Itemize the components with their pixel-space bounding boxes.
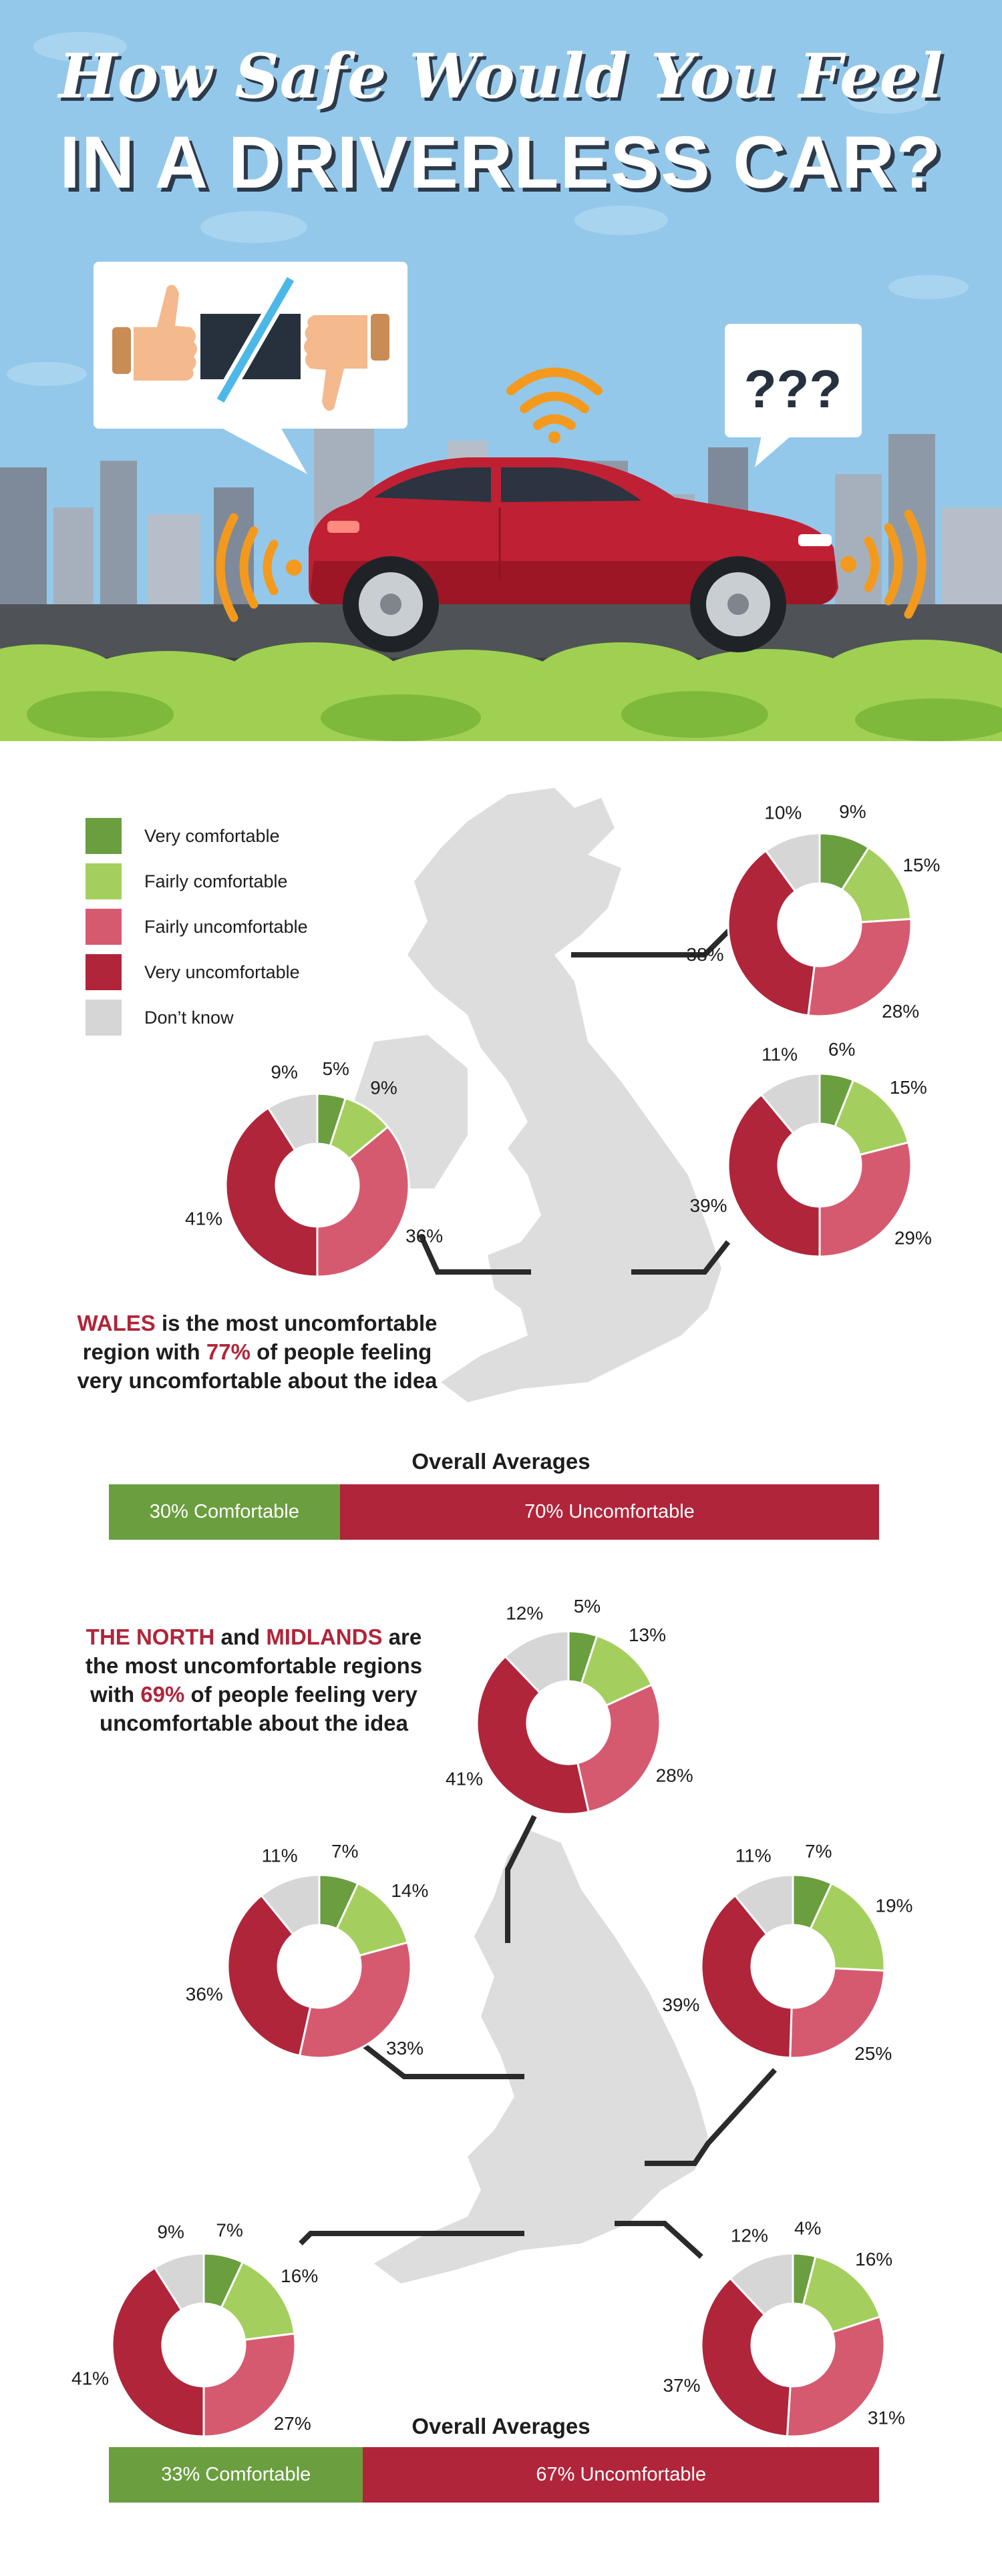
callout-text: of people feeling very uncomfortable about the idea bbox=[77, 1339, 438, 1393]
slice-label: 9% bbox=[157, 2221, 184, 2243]
slice-label: 25% bbox=[854, 2043, 892, 2064]
slice-label: 12% bbox=[506, 1602, 544, 1624]
legend-label: Fairly uncomfortable bbox=[144, 916, 308, 937]
slice-label: 11% bbox=[735, 1845, 772, 1866]
slice-label: 36% bbox=[185, 1983, 223, 2004]
overall-averages-title: Overall Averages bbox=[411, 1449, 591, 1474]
slice-label: 39% bbox=[689, 1195, 727, 1216]
legend-item-very-comfortable bbox=[86, 813, 308, 859]
chart-legend bbox=[86, 813, 308, 1040]
title-line-2: IN A DRIVERLESS CAR? bbox=[59, 122, 943, 204]
legend-item-fairly-uncomfortable bbox=[86, 904, 308, 949]
slice-label: 15% bbox=[889, 1076, 927, 1098]
slice-label: 6% bbox=[828, 1039, 856, 1060]
slice-label: 5% bbox=[322, 1058, 349, 1080]
overall-averages-title: Overall Averages bbox=[411, 2414, 591, 2438]
slice-label: 33% bbox=[386, 2038, 424, 2059]
slice-label: 16% bbox=[281, 2265, 319, 2286]
slice-label: 28% bbox=[882, 1001, 920, 1022]
callout-highlight: MIDLANDS bbox=[266, 1625, 383, 1649]
slice-label: 9% bbox=[839, 801, 866, 823]
slice-label: 36% bbox=[405, 1225, 444, 1247]
slice-label: 5% bbox=[573, 1596, 601, 1617]
uncomfortable-segment: 70% Uncomfortable bbox=[340, 1484, 879, 1540]
slice-label: 39% bbox=[662, 1994, 700, 2015]
legend-swatch bbox=[86, 818, 122, 854]
comfortable-segment: 30% Comfortable bbox=[109, 1484, 340, 1540]
slice-label: 19% bbox=[875, 1895, 913, 1916]
slice-label: 41% bbox=[71, 2368, 110, 2389]
slice-label: 7% bbox=[331, 1841, 359, 1862]
north-midlands-callout bbox=[67, 1623, 441, 1737]
slice-label: 10% bbox=[764, 802, 802, 823]
comfortable-segment: 33% Comfortable bbox=[109, 2447, 363, 2503]
legend-label: Very uncomfortable bbox=[144, 961, 300, 982]
legend-swatch bbox=[86, 954, 122, 990]
overall-averages-bar bbox=[109, 1484, 879, 1540]
slice-label: 11% bbox=[261, 1845, 298, 1866]
wales-callout bbox=[67, 1309, 448, 1395]
slice-label: 14% bbox=[391, 1880, 429, 1901]
slice-label: 7% bbox=[805, 1841, 832, 1862]
callout-text: is the most uncomfortable region with bbox=[82, 1311, 438, 1364]
slice-label: 28% bbox=[655, 1765, 693, 1786]
slice-label: 9% bbox=[271, 1062, 298, 1083]
slice-label: 37% bbox=[663, 2374, 701, 2396]
callout-highlight: 77% bbox=[206, 1339, 251, 1364]
slice-label: 15% bbox=[902, 854, 941, 875]
legend-swatch bbox=[86, 1000, 122, 1036]
legend-label: Don’t know bbox=[144, 1007, 234, 1028]
legend-swatch bbox=[86, 909, 122, 945]
legend-label: Fairly comfortable bbox=[144, 871, 288, 891]
slice-label: 7% bbox=[216, 2219, 243, 2241]
legend-label: Very comfortable bbox=[144, 825, 280, 846]
slice-label: 11% bbox=[762, 1044, 798, 1065]
overall-averages-bar bbox=[109, 2447, 879, 2503]
slice-label: 9% bbox=[370, 1077, 397, 1098]
slice-label: 13% bbox=[628, 1625, 667, 1646]
slice-label: 31% bbox=[867, 2407, 905, 2428]
slice-label: 41% bbox=[185, 1208, 223, 1229]
legend-item-fairly-comfortable bbox=[86, 859, 308, 904]
title-line-1: How Safe Would You Feel bbox=[58, 40, 944, 112]
callout-highlight: THE NORTH bbox=[86, 1625, 215, 1649]
callout-text: and bbox=[214, 1625, 267, 1649]
slice-label: 16% bbox=[855, 2248, 893, 2270]
slice-label: 4% bbox=[794, 2217, 822, 2239]
slice-label: 29% bbox=[894, 1227, 932, 1249]
legend-swatch bbox=[86, 863, 122, 899]
uncomfortable-segment: 67% Uncomfortable bbox=[363, 2447, 879, 2503]
callout-highlight: 69% bbox=[140, 1682, 185, 1707]
legend-item-very-uncomfortable bbox=[86, 949, 308, 995]
question-marks-text: ??? bbox=[743, 359, 842, 419]
slice-label: 38% bbox=[686, 944, 724, 965]
callout-text: of people feeling very uncomfortable about the idea bbox=[99, 1682, 418, 1735]
callout-highlight: WALES bbox=[77, 1311, 156, 1335]
slice-label: 27% bbox=[273, 2413, 311, 2434]
callout-text: are the most uncomfortable regions with bbox=[85, 1625, 423, 1707]
legend-item-dont-know bbox=[86, 995, 308, 1040]
slice-label: 41% bbox=[445, 1768, 484, 1789]
slice-label: 12% bbox=[730, 2225, 768, 2246]
